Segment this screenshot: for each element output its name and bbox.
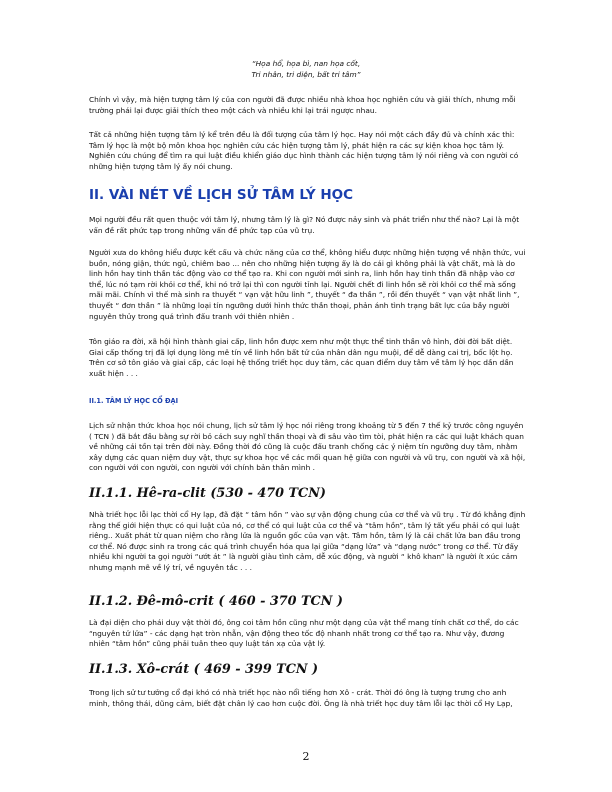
democritus-paragraph: Là đại diện cho phái duy vật thời đó, ông coi tâm hồn cũng như một dạng của vật thể mang tính chất cơ thể, do các “nguyên tử lửa” - các dạng hạt tròn nhẵn, vận động theo tốc độ nhanh nhất trong cơ thể tạo ra. Như vậy, đương nhiên “tâm hồn” cũng phải tuân theo quy luật tán xạ của vật lý. [89, 618, 519, 649]
section-heading: II. VÀI NÉT VỀ LỊCH SỬ TÂM LÝ HỌC [89, 187, 354, 203]
socrates-heading: II.1.3. Xô-crát ( 469 - 399 TCN ) [89, 662, 319, 677]
section-paragraph-3: Tôn giáo ra đời, xã hội hình thành giai cấp, linh hồn được xem như một thực thể tinh thần vô hình, đời đời bất diệt. Giai cấp thống trị đã lợi dụng lòng mê tín về linh hồn bất tử của nhân dân ngu muội, để dễ dàng cai trị, bốc lột họ. Trên cơ sở tôn giáo và giai cấp, các loại hệ thống triết học duy tâm, các quan điểm duy tâm về tâm lý học dần dần xuất hiện . . . [89, 337, 514, 378]
heraclitus-paragraph: Nhà triết học lỗi lạc thời cổ Hy lạp, đã đặt “ tâm hồn ” vào sự vận động chung của cơ thể và vũ trụ . Từ đó khẳng định rằng thế giới hiện thực có qui luật của nó, cơ thể có qui luật của cơ thể và “tâm hồn”, tâm lý tất yếu phải có qui luật riêng.. Xuất phát từ quan niệm cho rằng lửa là nguồn gốc của vạn vật. Tâm hồn, tâm lý là cái chất lửa ban đầu trong cơ thể. Nó được sinh ra trong các quá trình chuyển hóa qua lại giữa “dạng lửa” và “dạng nước” trong cơ thể. Từ đấy nhiều khi người ta gọi người “ướt át ” là người giàu tình cảm, dễ xúc động, và người “ khô khan” là người ít xúc cảm nhưng mạnh mẽ về lý trí, về nguyên tắc . . . [89, 510, 526, 572]
democritus-heading: II.1.2. Đê-mô-crit ( 460 - 370 TCN ) [89, 594, 343, 609]
section-paragraph-2: Người xưa do không hiểu được kết cấu và chức năng của cơ thể, không hiểu được những hiện tượng về nhận thức, vui buồn, nóng giận, thức ngủ, chiêm bao ... nên cho những hiện tượng ấy là do cái gì không phải là vật chất, mà là do linh hồn hay tinh thần tác động vào cơ thể tạo ra. Khi con người mới sinh ra, linh hồn hay tinh thần đã nhập vào cơ thể, lúc nó tạm rời khỏi cơ thể, khi nó trở lại thì con người tỉnh lại. Người chết đi linh hồn sẽ rời khỏi cơ thể mà sống mãi mãi. Chính vì thế mà sinh ra thuyết “ vạn vật hữu linh ”, thuyết “ đa thần ”, rồi đến thuyết “ vạn vật nhất linh ”, thuyết “ đơn thần ” là những loại tín ngưỡng dưới hình thức thần thoại, phản ánh tình trạng bất lực của bầy người nguyên thủy trong quá trình đấu tranh với thiên nhiên . [89, 248, 526, 321]
subsection-heading: II.1. TÂM LÝ HỌC CỔ ĐẠI [89, 397, 179, 405]
epigraph-line-2: Tri nhân, tri diện, bất tri tâm” [251, 70, 361, 79]
socrates-paragraph: Trong lịch sử tư tưởng cổ đại khó có nhà triết học nào nổi tiếng hơn Xô - crát. Thời đó ông là tượng trưng cho anh minh, thông thái, dũng cảm, biết đặt chân lý cao hơn cuộc đời. Ông là nhà triết học duy tâm lỗi lạc thời cổ Hy Lạp, [89, 688, 513, 708]
epigraph-line-1: “Họa hổ, họa bì, nan họa cốt, [251, 59, 361, 68]
intro-paragraph-2: Tất cả những hiện tượng tâm lý kể trên đều là đối tượng của tâm lý học. Hay nói một cách đầy đủ và chính xác thì: Tâm lý học là một bộ môn khoa học nghiên cứu các hiện tượng tâm lý, phát hiện ra các sự kiện khoa học tâm lý. Nghiên cứu chúng để tìm ra qui luật điều khiển giáo dục hình thành các hiện tượng tâm lý nói riêng và con người có những hiện tượng tâm lý ấy nói chung. [89, 130, 519, 171]
page-number: 2 [302, 750, 310, 763]
subsection-paragraph: Lịch sử nhận thức khoa học nói chung, lịch sử tâm lý học nói riêng trong khoảng từ 5 đến 7 thế kỷ trước công nguyên ( TCN ) đã bắt đầu bằng sự rời bỏ cách suy nghĩ thần thoại và đi sâu vào tìm tòi, phát hiện ra các qui luật khách quan về những cái tồn tại trên đời này. Đồng thời đó cũng là cuộc đấu tranh chống các ý niệm tín ngưỡng duy tâm, nhằm xây dựng các quan niệm duy vật, thực sự khoa học về các mối quan hệ giữa con người và vũ trụ, con người và xã hội, con người với con người, con người với chính bản thân mình . [89, 421, 526, 473]
section-paragraph-1: Mọi người đều rất quen thuộc với tâm lý, nhưng tâm lý là gì? Nó được nảy sinh và phát triển như thế nào? Lại là một vấn đề rất phức tạp trong những vấn đề phức tạp của vũ trụ. [89, 215, 520, 235]
intro-paragraph-1: Chính vì vậy, mà hiện tượng tâm lý của con người đã được nhiều nhà khoa học nghiên cứu và giải thích, nhưng mỗi trường phái lại được giải thích theo một cách và nhiều khi lại trái ngược nhau. [89, 95, 516, 115]
heraclitus-heading: II.1.1. Hê-ra-clit (530 - 470 TCN) [89, 486, 326, 501]
